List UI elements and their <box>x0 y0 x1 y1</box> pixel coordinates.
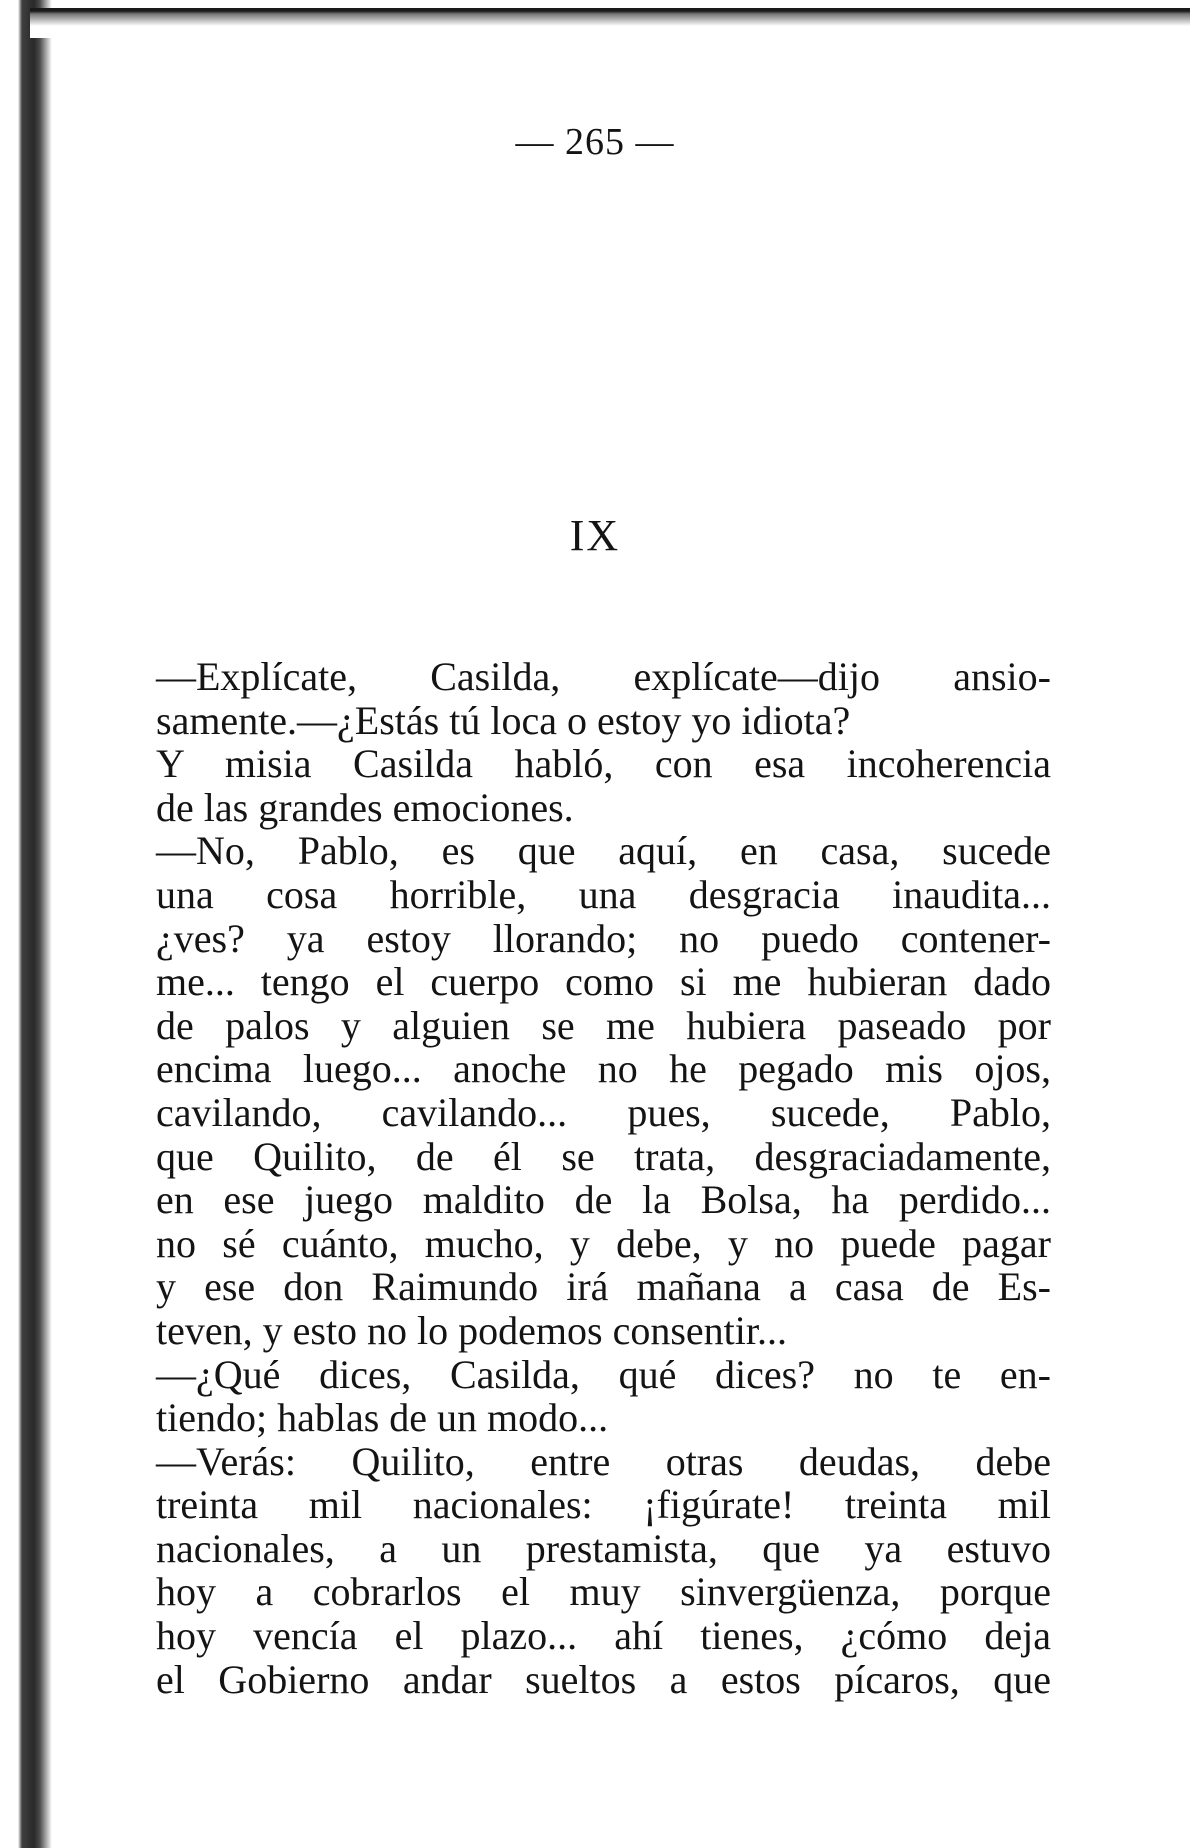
text-line: tiendo; hablas de un modo... <box>156 1395 609 1441</box>
text-line: una cosa horrible, una desgracia inaudita... <box>156 871 1051 917</box>
text-line: teven, y esto no lo podemos consentir... <box>156 1307 788 1353</box>
text-line: me... tengo el cuerpo como si me hubieran dado <box>156 959 1051 1005</box>
text-line: —Explícate, Casilda, explícate—dijo ansio- <box>156 654 1051 699</box>
text-line: Y misia Casilda habló, con esa incoherencia <box>156 741 1051 787</box>
text-line: el Gobierno andar sueltos a estos pícaros, que <box>156 1656 1051 1702</box>
text-line: no sé cuánto, mucho, y debe, y no puede pagar <box>156 1220 1051 1266</box>
text-line: —No, Pablo, es que aquí, en casa, sucede <box>156 828 1051 874</box>
text-line: y ese don Raimundo irá mañana a casa de Es- <box>156 1264 1051 1310</box>
text-line: ¿ves? ya estoy llorando; no puedo contener- <box>156 915 1051 961</box>
body-text <box>156 655 1051 1701</box>
text-line: de palos y alguien se me hubiera paseado por <box>156 1002 1051 1048</box>
text-line: samente.—¿Estás tú loca o estoy yo idiota? <box>156 697 851 743</box>
text-line: hoy vencía el plazo... ahí tienes, ¿cómo deja <box>156 1613 1051 1659</box>
chapter-heading: IX <box>569 511 621 560</box>
text-line: hoy a cobrarlos el muy sinvergüenza, porque <box>156 1569 1051 1615</box>
text-line: encima luego... anoche no he pegado mis ojos, <box>156 1046 1051 1092</box>
text-line: treinta mil nacionales: ¡figúrate! treinta mil <box>156 1482 1051 1528</box>
text-line: —¿Qué dices, Casilda, qué dices? no te en- <box>156 1351 1051 1397</box>
page-number: — 265 — <box>515 121 675 163</box>
binding-shadow <box>0 0 58 1848</box>
text-line: cavilando, cavilando... pues, sucede, Pablo, <box>156 1089 1051 1135</box>
text-line: de las grandes emociones. <box>156 784 574 830</box>
text-line: —Verás: Quilito, entre otras deudas, debe <box>156 1438 1051 1484</box>
text-line: que Quilito, de él se trata, desgraciadamente, <box>156 1133 1051 1179</box>
page-top-edge <box>30 8 1190 38</box>
text-line: nacionales, a un prestamista, que ya estuvo <box>156 1525 1051 1571</box>
text-line: en ese juego maldito de la Bolsa, ha perdido... <box>156 1177 1051 1223</box>
